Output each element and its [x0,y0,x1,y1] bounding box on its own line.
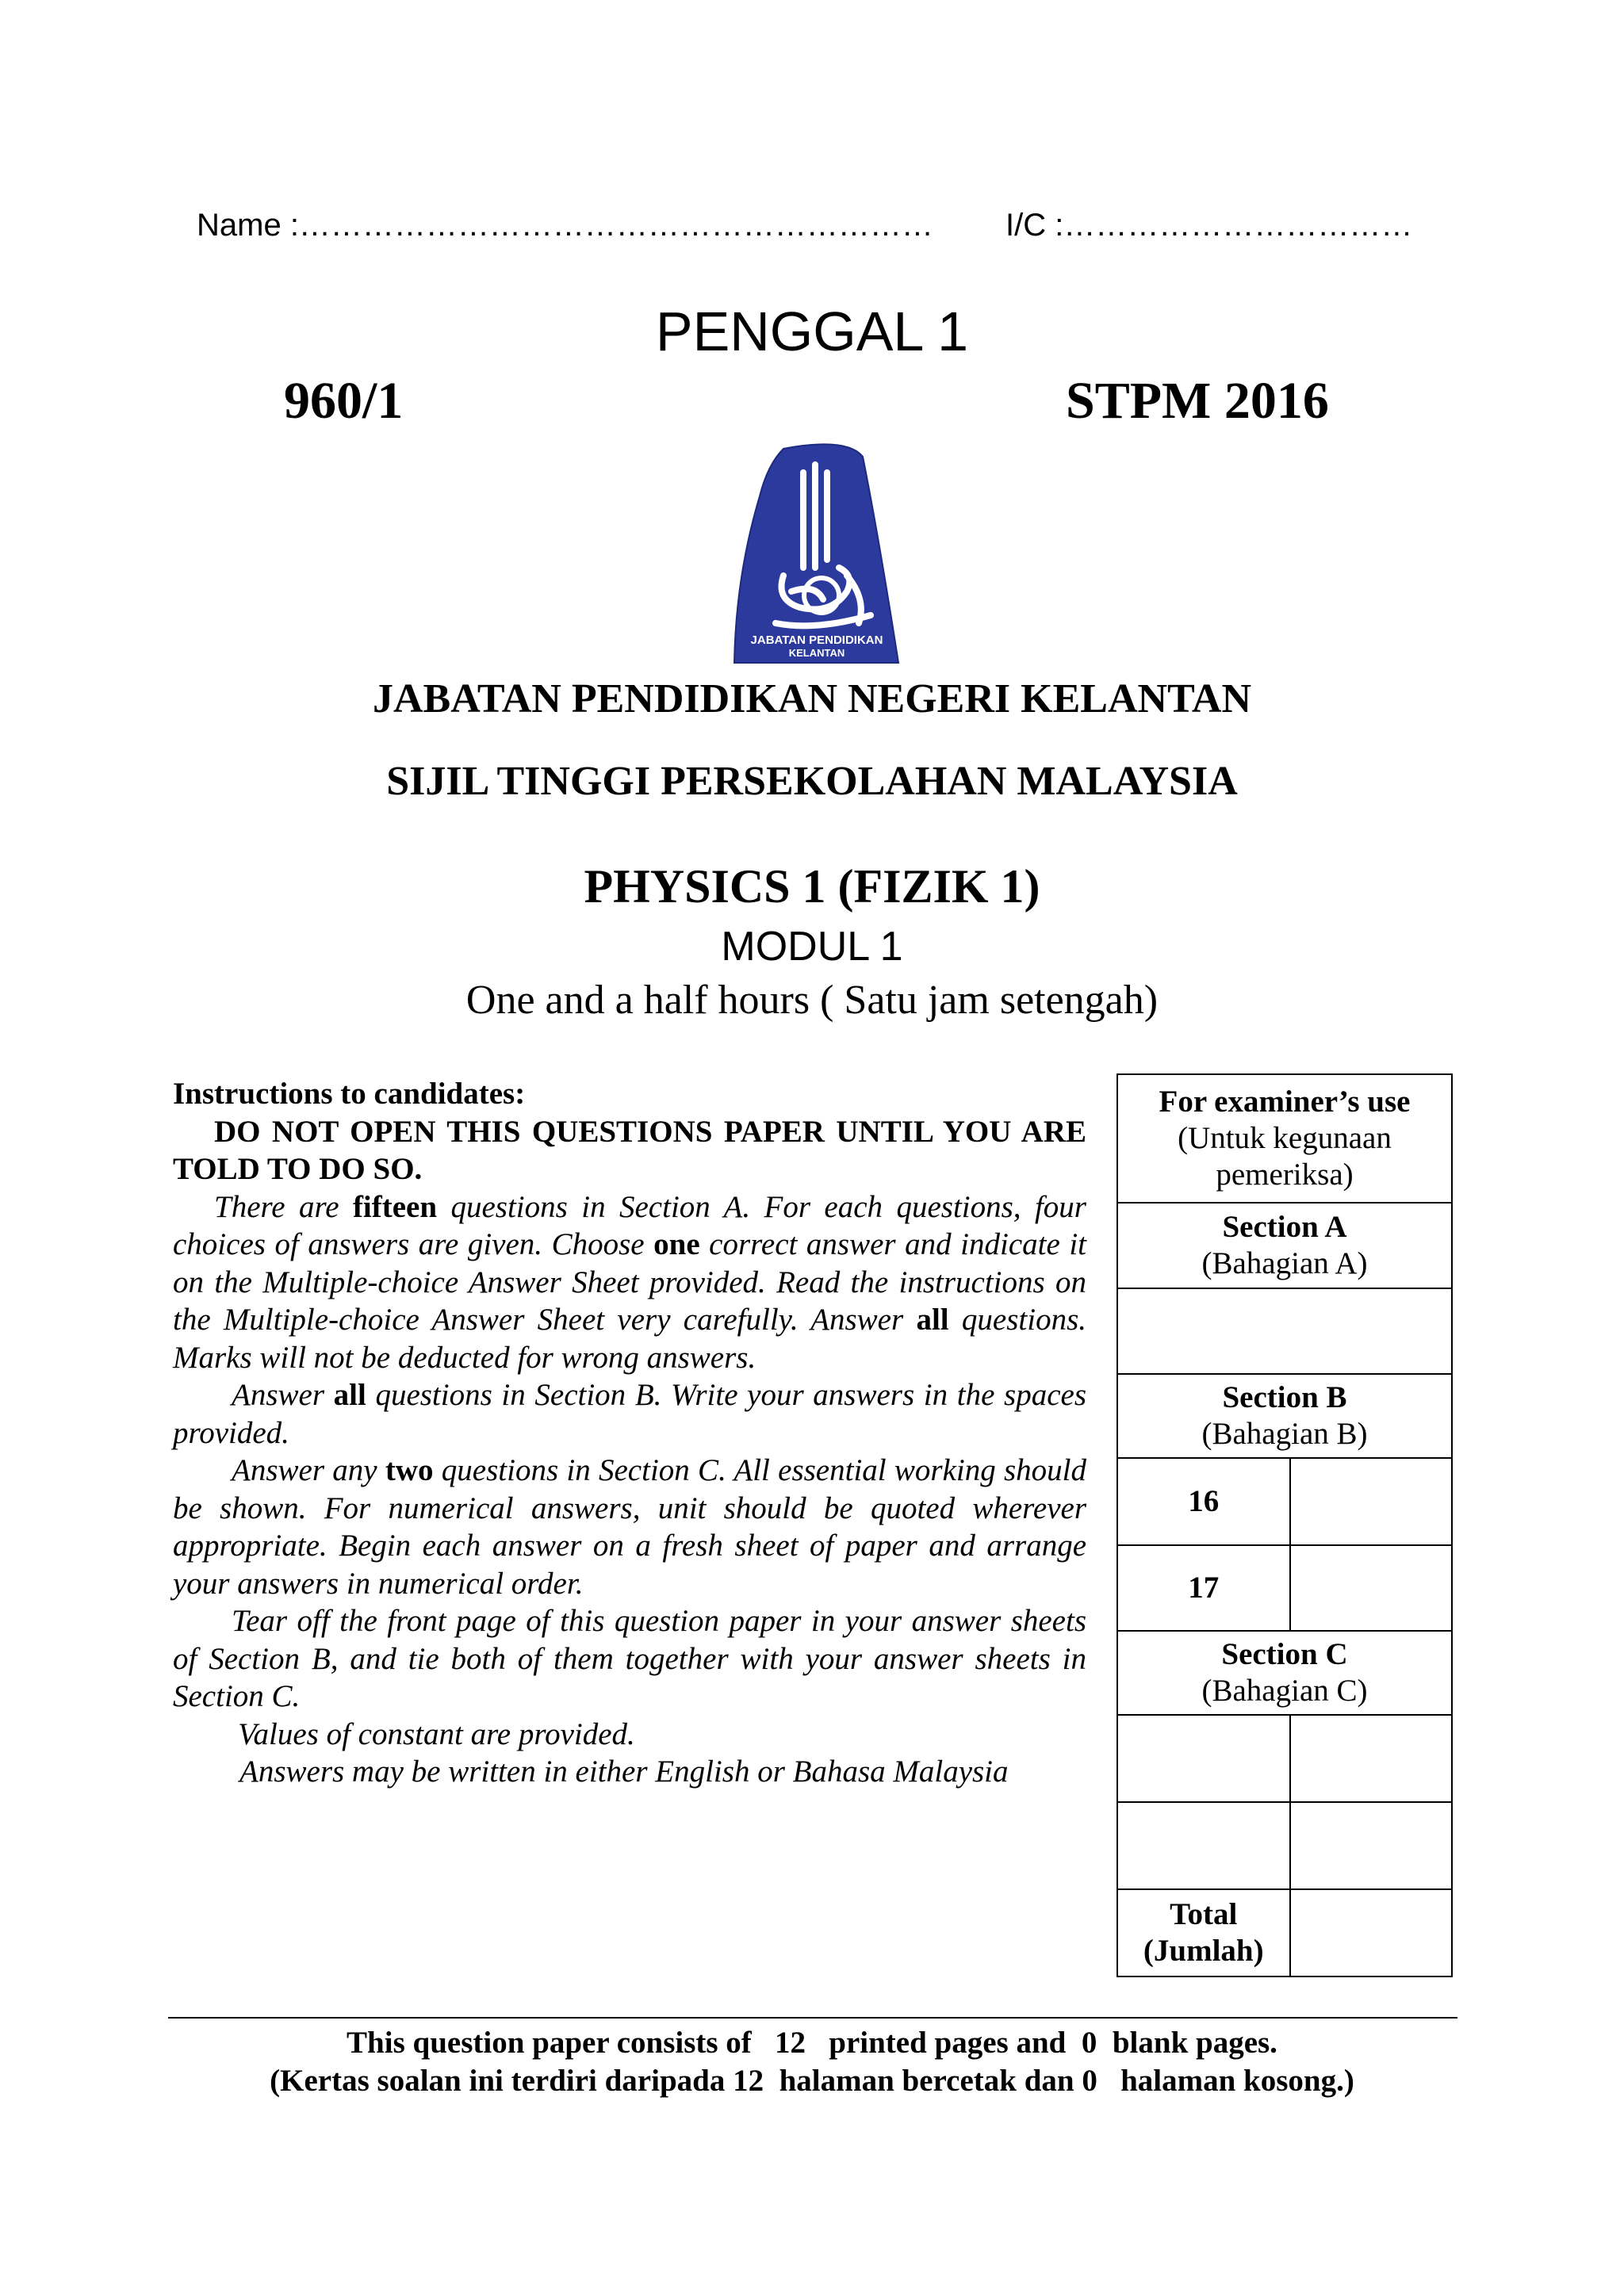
section-c-header: Section C (Bahagian C) [1117,1631,1452,1715]
section-b-header: Section B (Bahagian B) [1117,1374,1452,1458]
jabatan-pendidikan-logo [728,441,902,671]
paper-code: 960/1 [284,372,404,430]
name-field-label: Name :…………………………………………………… [197,208,933,243]
instruction-language: Answers may be written in either English or Bahasa Malaysia [239,1755,1009,1789]
section-c-question-cell [1117,1715,1290,1802]
certificate-name: SIJIL TINGGI PERSEKOLAHAN MALAYSIA [386,759,1238,804]
section-a-header: Section A (Bahagian A) [1117,1203,1452,1288]
logo-text-line2: KELANTAN [788,647,845,659]
examiner-title-ms: (Untuk kegunaan pemeriksa) [1178,1121,1392,1192]
term-title: PENGGAL 1 [655,300,969,362]
section-c-mark-cell [1290,1802,1452,1889]
page-count-note-ms: (Kertas soalan ini terdiri daripada 12 halaman bercetak dan 0 halaman kosong.) [270,2064,1354,2098]
organisation-name: JABATAN PENDIDIKAN NEGERI KELANTAN [373,676,1251,721]
module-title: MODUL 1 [721,924,903,970]
examiner-title: For examiner’s use [1159,1085,1411,1119]
subject-title: PHYSICS 1 (FIZIK 1) [584,860,1040,913]
instruction-section-c: Answer any two questions in Section C. All essential working should be shown. For numerical answers, unit should be quoted wherever appropriate. Begin each answer on a fresh sheet of paper and arrange your answers in numerical order. [173,1453,1087,1601]
page-count-note: This question paper consists of 12 printed pages and 0 blank pages. [347,2026,1277,2060]
question-17-label: 17 [1117,1545,1290,1631]
question-16-label: 16 [1117,1458,1290,1545]
section-c-question-cell [1117,1802,1290,1889]
total-mark-cell [1290,1889,1452,1976]
instruction-constants: Values of constant are provided. [238,1716,635,1751]
section-a-mark-cell [1117,1288,1452,1374]
examiner-use-table [1116,1073,1453,1977]
footer-divider [168,2017,1457,2019]
question-16-mark-cell [1290,1458,1452,1545]
instruction-section-b: Answer all questions in Section B. Write your answers in the spaces provided. [173,1378,1087,1450]
exam-name: STPM 2016 [1066,372,1329,430]
ic-field-label: I/C :…………………………… [1005,208,1413,243]
total-label: Total (Jumlah) [1117,1889,1290,1976]
duration: One and a half hours ( Satu jam setengah) [465,978,1159,1023]
instruction-tear-off: Tear off the front page of this question paper in your answer sheets of Section B, and tie both of them together with your answer sheets in Section C. [173,1604,1086,1713]
instruction-section-a: There are fifteen questions in Section A. For each questions, four choices of answers are given. Choose one correct answer and indicate it on the Multiple-choice Answer Sheet provided. Read the instructions on the Multiple-choice Answer Sheet very carefully. Answer all questions. Marks will not be deducted for wrong answers. [173,1189,1086,1375]
instructions-warning: DO NOT OPEN THIS QUESTIONS PAPER UNTIL YOU ARE TOLD TO DO SO. [173,1114,1086,1186]
instructions-block [173,1075,1086,1791]
question-17-mark-cell [1290,1545,1452,1631]
instructions-heading: Instructions to candidates: [173,1077,526,1111]
examiner-header-cell [1117,1074,1452,1203]
section-c-mark-cell [1290,1715,1452,1802]
logo-text-line1: JABATAN PENDIDIKAN [750,633,883,647]
